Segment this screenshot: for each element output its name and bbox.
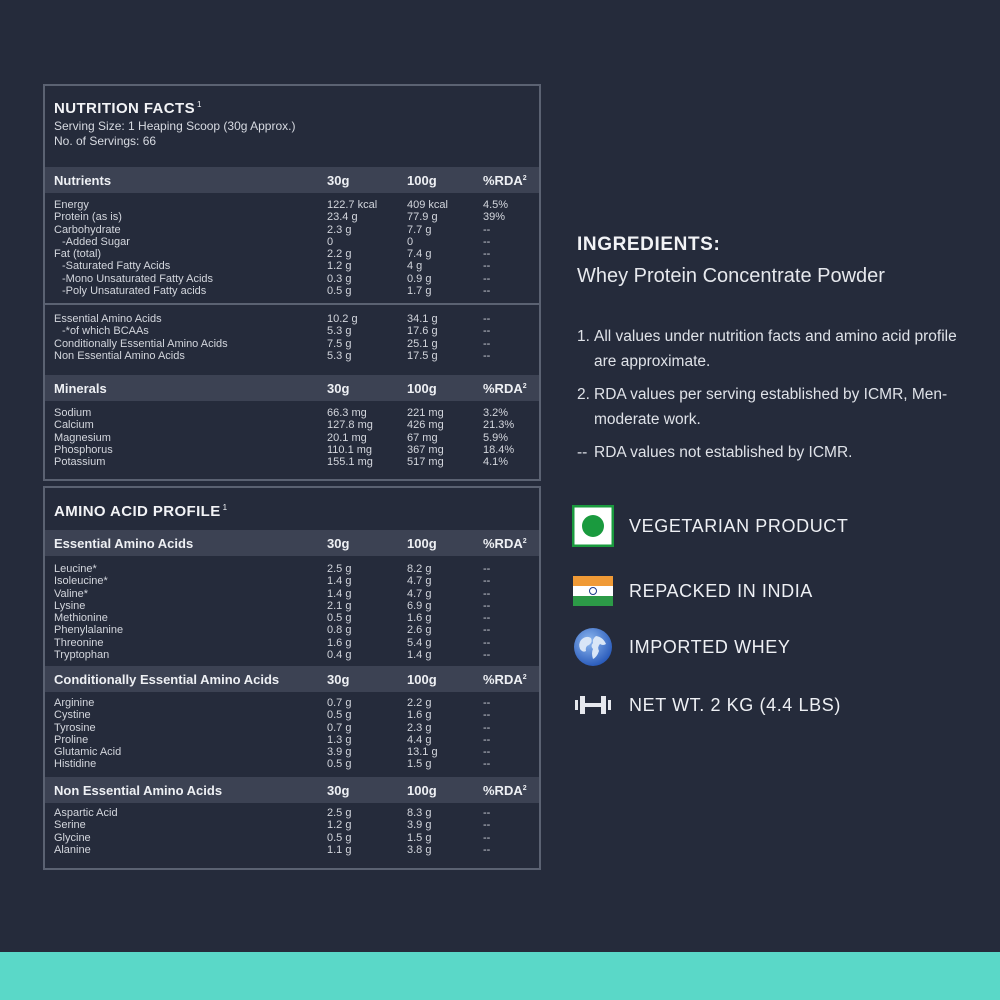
value-rda: -- (483, 807, 491, 819)
badge-label: REPACKED IN INDIA (629, 581, 813, 601)
nutrients-rows (45, 199, 539, 297)
value-rda: -- (483, 285, 491, 298)
row-label: Aspartic Acid (54, 807, 118, 819)
row-label: Threonine (54, 636, 104, 649)
value-rda: -- (483, 709, 491, 722)
value-rda: -- (483, 636, 491, 649)
ingredients-value: Whey Protein Concentrate Powder (577, 265, 885, 287)
value-30g: 1.4 g (327, 587, 352, 600)
essential-amino-rows (45, 563, 539, 661)
table-row (45, 575, 539, 587)
value-30g: 0.5 g (327, 285, 352, 298)
table-row (45, 637, 539, 649)
value-100g: 4.7 g (407, 587, 432, 600)
table-row (45, 236, 539, 248)
table-row (45, 649, 539, 661)
value-30g: 1.3 g (327, 733, 352, 746)
table-row (45, 248, 539, 260)
footnote-1: 1. All values under nutrition facts and amino acid profile are approximate. (577, 328, 957, 370)
value-rda: 4.1% (483, 456, 509, 469)
table-row (45, 746, 539, 758)
row-label: Carbohydrate (54, 223, 121, 236)
value-rda: -- (483, 624, 491, 637)
value-rda: -- (483, 831, 491, 844)
value-100g: 1.5 g (407, 831, 432, 844)
value-rda: 4.5% (483, 199, 509, 211)
row-label: Non Essential Amino Acids (54, 349, 185, 362)
nutrition-title-block (54, 100, 295, 149)
value-rda: -- (483, 721, 491, 734)
value-rda: -- (483, 325, 491, 338)
value-30g: 0 (327, 235, 334, 248)
value-100g: 4 g (407, 260, 423, 273)
row-label: Histidine (54, 758, 97, 771)
value-100g: 409 kcal (407, 199, 448, 211)
row-label: Essential Amino Acids (54, 313, 162, 325)
row-label: Isoleucine* (54, 575, 108, 588)
table-row (45, 600, 539, 612)
value-100g: 13.1 g (407, 746, 438, 759)
value-100g: 221 mg (407, 407, 444, 419)
table-row (45, 260, 539, 272)
value-30g: 0.7 g (327, 697, 352, 709)
value-30g: 5.3 g (327, 325, 352, 338)
bottom-accent-band (0, 952, 1000, 1000)
table-row (45, 563, 539, 575)
row-label: Alanine (54, 843, 91, 856)
value-100g: 4.7 g (407, 575, 432, 588)
table-row (45, 624, 539, 636)
value-100g: 17.5 g (407, 349, 438, 362)
conditional-amino-header: Conditionally Essential Amino Acids 30g 100g %RDA$^2$ (45, 666, 539, 692)
dumbbell-icon (572, 684, 614, 726)
value-rda: -- (483, 248, 491, 261)
value-100g: 17.6 g (407, 325, 438, 338)
value-rda: 39% (483, 211, 506, 224)
table-row (45, 709, 539, 721)
table-row (45, 432, 539, 444)
badge-label: IMPORTED WHEY (629, 637, 791, 657)
value-100g: 367 mg (407, 443, 444, 456)
table-row (45, 273, 539, 285)
nutrition-facts-title: NUTRITION FACTS $^1$ (54, 100, 202, 117)
value-rda: 5.9% (483, 431, 509, 444)
table-row (45, 612, 539, 624)
table-row (45, 338, 539, 350)
row-label: Tryptophan (54, 649, 110, 662)
value-100g: 6.9 g (407, 599, 432, 612)
table-row (45, 734, 539, 746)
value-100g: 2.2 g (407, 697, 432, 709)
value-rda: -- (483, 599, 491, 612)
row-label: -Poly Unsaturated Fatty acids (62, 285, 207, 298)
india-flag-icon (572, 570, 614, 612)
value-30g: 23.4 g (327, 211, 358, 224)
table-row (45, 199, 539, 211)
value-100g: 7.7 g (407, 223, 432, 236)
nutrients-header: Nutrients 30g 100g %RDA$^2$ (45, 167, 539, 193)
value-100g: 25.1 g (407, 337, 438, 350)
value-100g: 2.3 g (407, 721, 432, 734)
value-30g: 1.4 g (327, 575, 352, 588)
value-30g: 2.5 g (327, 807, 352, 819)
row-label: Serine (54, 819, 86, 832)
value-rda: 21.3% (483, 419, 515, 432)
value-100g: 1.6 g (407, 709, 432, 722)
value-30g: 0.5 g (327, 709, 352, 722)
value-30g: 155.1 mg (327, 456, 373, 469)
value-100g: 8.3 g (407, 807, 432, 819)
row-label: -Mono Unsaturated Fatty Acids (62, 272, 214, 285)
row-label: Magnesium (54, 431, 111, 444)
row-label: Energy (54, 199, 89, 211)
value-30g: 110.1 mg (327, 443, 373, 456)
footnote-3: -- RDA values not established by ICMR. (577, 444, 853, 461)
minerals-rows (45, 407, 539, 468)
value-rda: -- (483, 758, 491, 771)
amino-summary-rows (45, 313, 539, 362)
value-30g: 66.3 mg (327, 407, 367, 419)
value-30g: 0.5 g (327, 758, 352, 771)
table-row (45, 325, 539, 337)
value-rda: -- (483, 746, 491, 759)
value-rda: -- (483, 260, 491, 273)
badge-label: VEGETARIAN PRODUCT (629, 516, 849, 536)
row-label: Phosphorus (54, 443, 113, 456)
table-row (45, 819, 539, 831)
row-label: Potassium (54, 456, 106, 469)
value-30g: 1.1 g (327, 843, 352, 856)
row-label: Leucine* (54, 563, 97, 575)
value-rda: -- (483, 563, 491, 575)
value-rda: -- (483, 313, 491, 325)
footnote-2: 2. RDA values per serving established by ICMR, Men-moderate work. (577, 386, 948, 428)
value-100g: 1.4 g (407, 649, 432, 662)
table-row (45, 224, 539, 236)
value-rda: -- (483, 349, 491, 362)
row-label: Lysine (54, 599, 86, 612)
value-100g: 0 (407, 235, 414, 248)
value-100g: 3.8 g (407, 843, 432, 856)
value-30g: 1.2 g (327, 819, 352, 832)
value-30g: 0.7 g (327, 721, 352, 734)
table-row (45, 807, 539, 819)
row-label: -Saturated Fatty Acids (62, 260, 171, 273)
row-label: Arginine (54, 697, 95, 709)
table-row (45, 407, 539, 419)
value-100g: 4.4 g (407, 733, 432, 746)
globe-icon (572, 626, 614, 668)
amino-acid-profile-title: AMINO ACID PROFILE $^1$ (54, 503, 228, 520)
value-rda: -- (483, 575, 491, 588)
value-rda: -- (483, 337, 491, 350)
value-30g: 3.9 g (327, 746, 352, 759)
value-100g: 517 mg (407, 456, 444, 469)
value-100g: 7.4 g (407, 248, 432, 261)
row-label: Protein (as is) (54, 211, 122, 224)
table-row (45, 832, 539, 844)
ingredients-label: INGREDIENTS: (577, 234, 721, 255)
amino-acid-profile-panel (43, 486, 541, 870)
row-label: Proline (54, 733, 89, 746)
row-label: Valine* (54, 587, 89, 600)
value-rda: -- (483, 819, 491, 832)
badge-label: NET WT. 2 KG (4.4 LBS) (629, 695, 841, 715)
table-row (45, 456, 539, 468)
table-row (45, 285, 539, 297)
value-30g: 20.1 mg (327, 431, 367, 444)
value-rda: 3.2% (483, 407, 509, 419)
value-100g: 426 mg (407, 419, 444, 432)
row-label: -Added Sugar (62, 235, 130, 248)
value-100g: 77.9 g (407, 211, 438, 224)
servings-count: No. of Servings: 66 (54, 134, 157, 148)
conditional-amino-rows (45, 697, 539, 771)
row-label: Calcium (54, 419, 94, 432)
value-30g: 0.3 g (327, 272, 352, 285)
value-rda: 18.4% (483, 443, 515, 456)
value-30g: 2.3 g (327, 223, 352, 236)
value-100g: 34.1 g (407, 313, 438, 325)
value-rda: -- (483, 733, 491, 746)
value-30g: 10.2 g (327, 313, 358, 325)
value-30g: 0.4 g (327, 649, 352, 662)
value-100g: 5.4 g (407, 636, 432, 649)
value-30g: 1.6 g (327, 636, 352, 649)
value-100g: 2.6 g (407, 624, 432, 637)
value-100g: 8.2 g (407, 563, 432, 575)
value-30g: 127.8 mg (327, 419, 373, 432)
serving-size: Serving Size: 1 Heaping Scoop (30g Approx.) (54, 119, 296, 133)
row-label: Conditionally Essential Amino Acids (54, 337, 228, 350)
row-label: Sodium (54, 407, 92, 419)
value-100g: 0.9 g (407, 272, 432, 285)
row-label: Glutamic Acid (54, 746, 122, 759)
value-30g: 1.2 g (327, 260, 352, 273)
value-30g: 7.5 g (327, 337, 352, 350)
row-label: -*of which BCAAs (62, 325, 149, 338)
table-row (45, 697, 539, 709)
value-30g: 5.3 g (327, 349, 352, 362)
value-30g: 0.5 g (327, 831, 352, 844)
value-rda: -- (483, 843, 491, 856)
value-rda: -- (483, 223, 491, 236)
vegetarian-icon (572, 505, 614, 547)
value-100g: 1.7 g (407, 285, 432, 298)
value-rda: -- (483, 697, 491, 709)
nutrition-facts-panel (43, 84, 541, 481)
row-label: Glycine (54, 831, 91, 844)
value-100g: 1.5 g (407, 758, 432, 771)
value-rda: -- (483, 612, 491, 625)
essential-amino-header: Essential Amino Acids 30g 100g %RDA$^2$ (45, 530, 539, 556)
divider (45, 303, 539, 305)
value-rda: -- (483, 649, 491, 662)
row-label: Cystine (54, 709, 91, 722)
value-30g: 0.5 g (327, 612, 352, 625)
table-row (45, 588, 539, 600)
value-rda: -- (483, 235, 491, 248)
nonessential-amino-rows (45, 807, 539, 856)
minerals-header: Minerals 30g 100g %RDA$^2$ (45, 375, 539, 401)
nonessential-amino-header: Non Essential Amino Acids 30g 100g %RDA$^2$ (45, 777, 539, 803)
row-label: Tyrosine (54, 721, 96, 734)
value-30g: 2.1 g (327, 599, 352, 612)
table-row (45, 313, 539, 325)
row-label: Methionine (54, 612, 108, 625)
value-rda: -- (483, 587, 491, 600)
value-30g: 2.5 g (327, 563, 352, 575)
table-row (45, 419, 539, 431)
value-30g: 2.2 g (327, 248, 352, 261)
row-label: Fat (total) (54, 248, 102, 261)
table-row (45, 350, 539, 362)
value-100g: 67 mg (407, 431, 438, 444)
value-100g: 1.6 g (407, 612, 432, 625)
table-row (45, 844, 539, 856)
value-rda: -- (483, 272, 491, 285)
value-30g: 122.7 kcal (327, 199, 378, 211)
table-row (45, 758, 539, 770)
value-100g: 3.9 g (407, 819, 432, 832)
table-row (45, 444, 539, 456)
row-label: Phenylalanine (54, 624, 124, 637)
value-30g: 0.8 g (327, 624, 352, 637)
table-row (45, 211, 539, 223)
table-row (45, 722, 539, 734)
